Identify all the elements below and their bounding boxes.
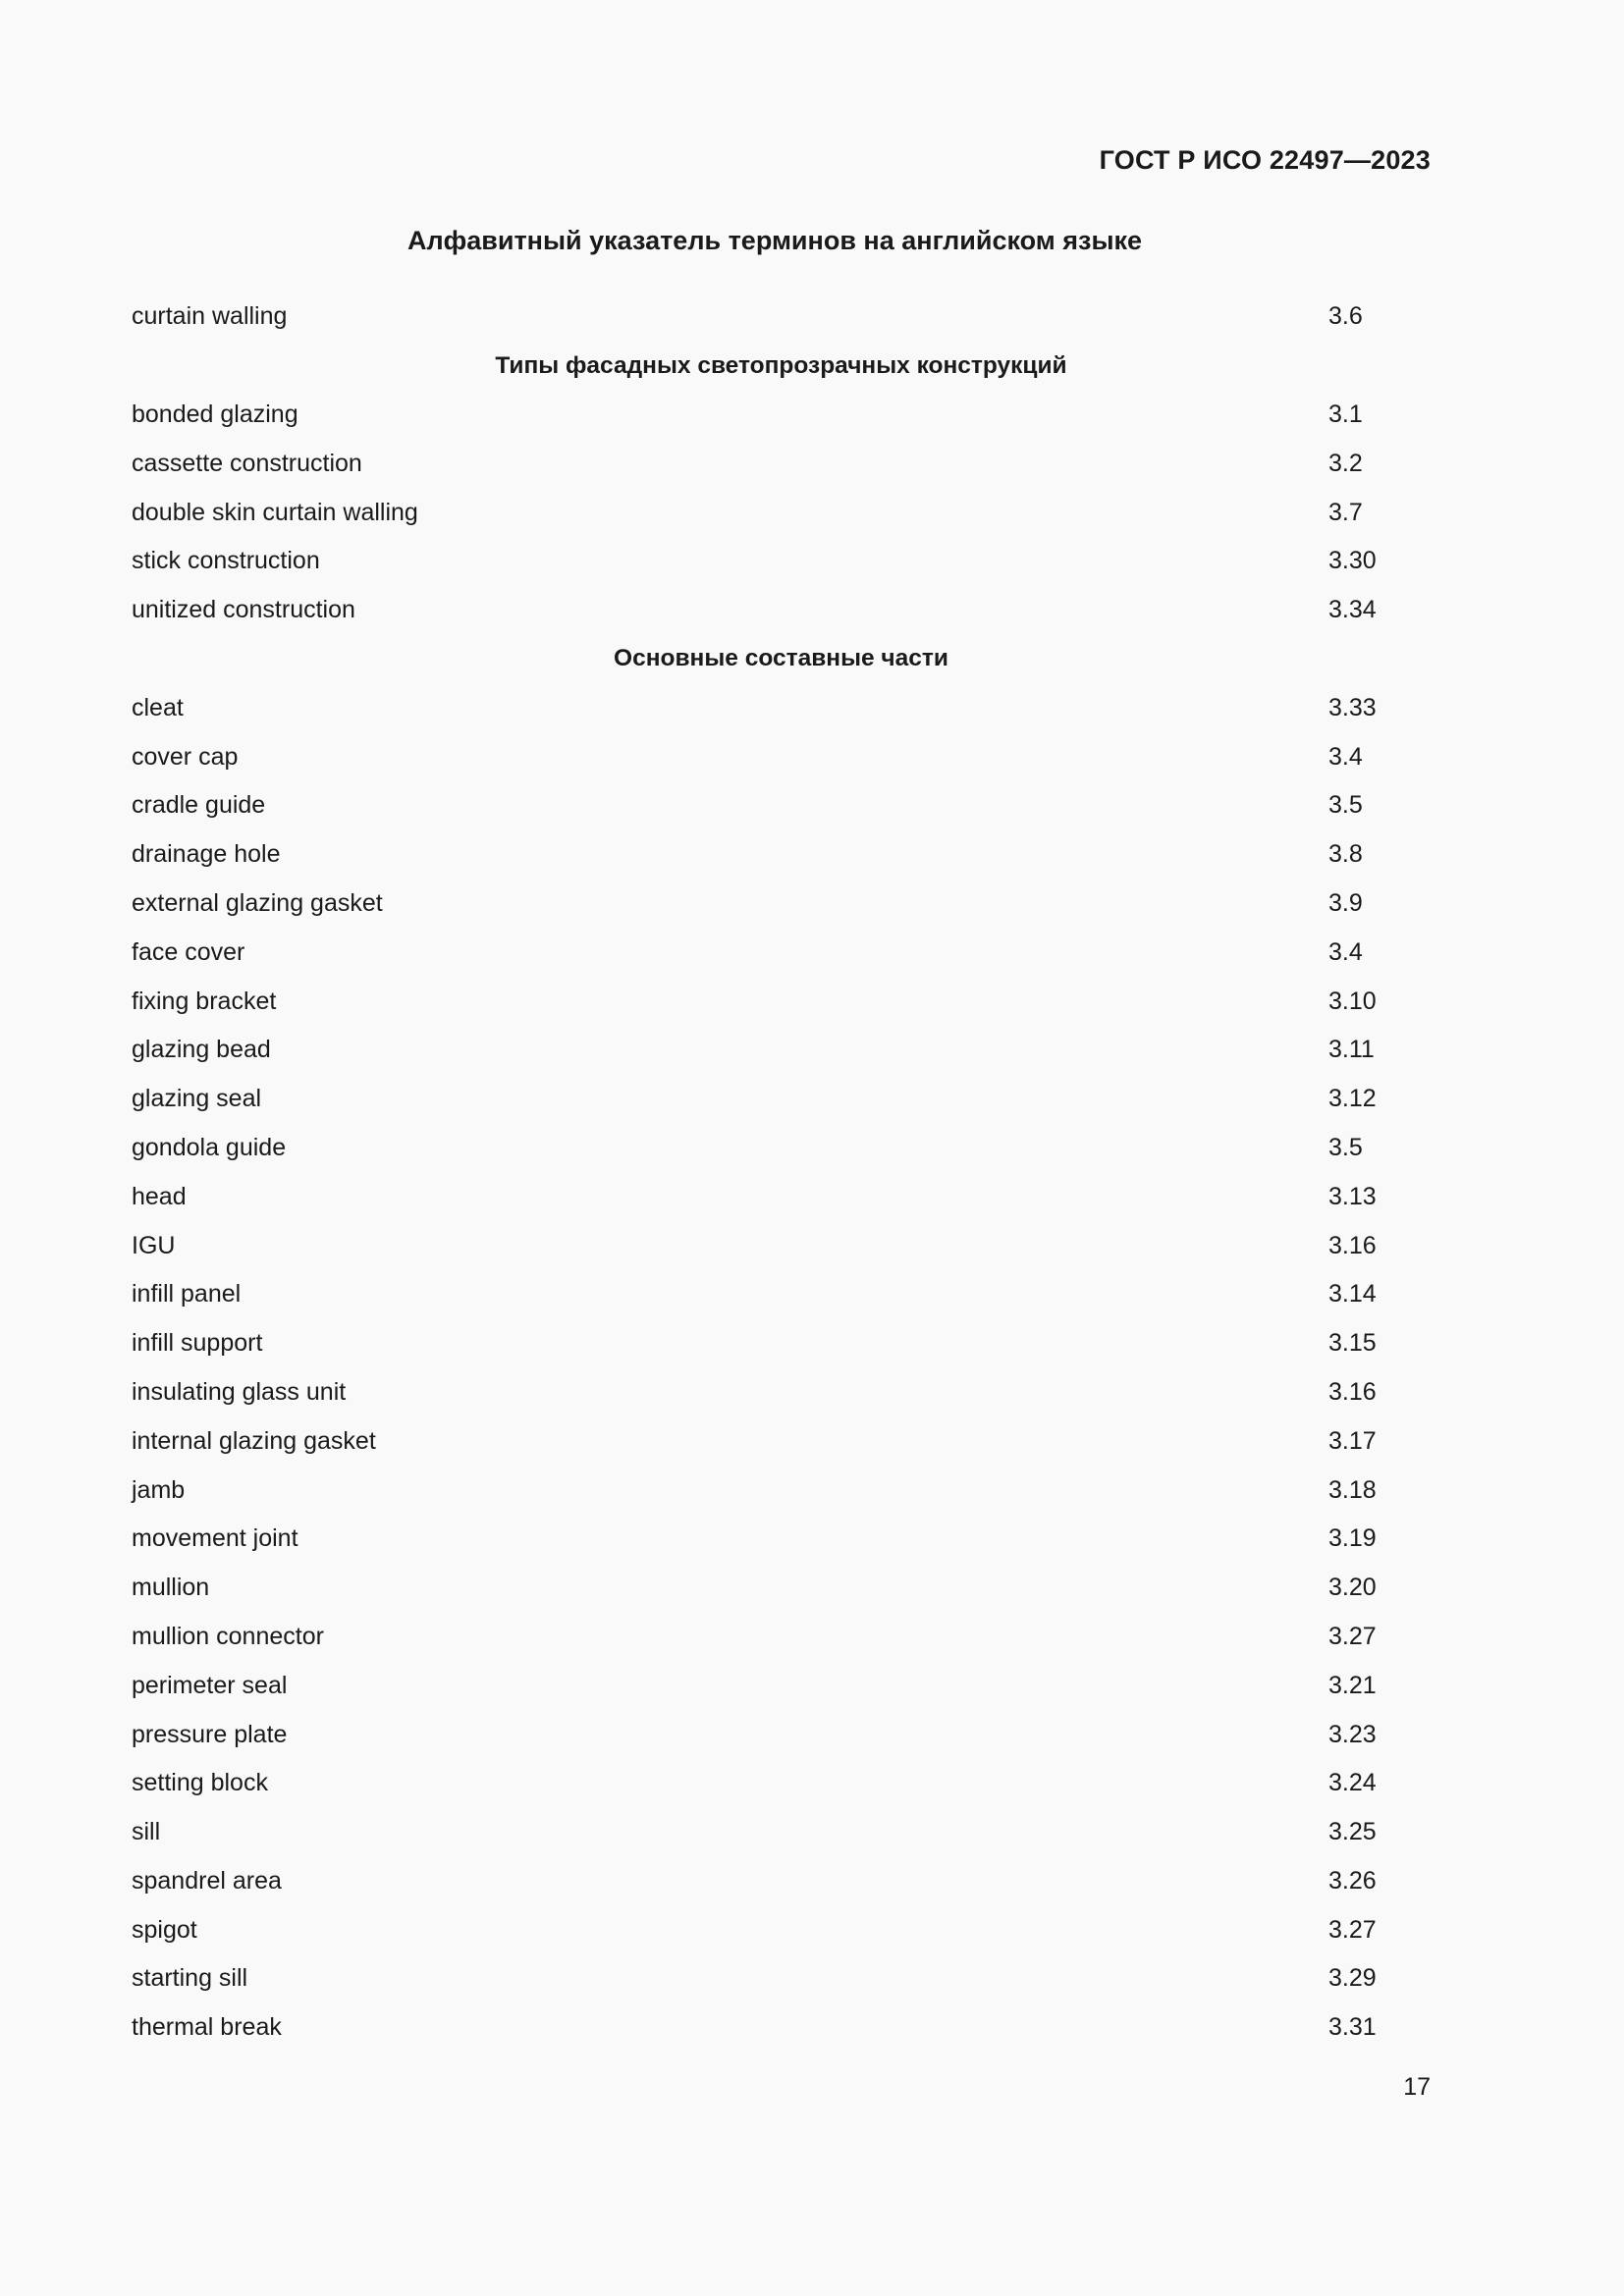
term-reference: 3.27	[1328, 1622, 1377, 1650]
term-text: insulating glass unit	[132, 1377, 347, 1406]
term-reference: 3.19	[1328, 1524, 1377, 1553]
term-text: mullion connector	[132, 1622, 324, 1650]
index-entry	[132, 977, 1431, 1026]
index-entry	[132, 1710, 1431, 1759]
term-reference: 3.24	[1328, 1769, 1377, 1797]
index-entry	[132, 732, 1431, 781]
term-reference: 3.27	[1328, 1915, 1377, 1944]
term-text: stick construction	[132, 547, 320, 575]
term-text: cover cap	[132, 742, 239, 771]
term-reference: 3.17	[1328, 1426, 1377, 1455]
index-entry	[132, 1857, 1431, 1906]
section-heading: Типы фасадных светопрозрачных конструкций	[495, 351, 1067, 379]
term-reference: 3.20	[1328, 1574, 1377, 1602]
term-reference: 3.26	[1328, 1866, 1377, 1895]
term-text: curtain walling	[132, 302, 288, 331]
term-text: cleat	[132, 693, 184, 721]
term-text: fixing bracket	[132, 987, 277, 1015]
term-text: glazing seal	[132, 1085, 262, 1113]
index-entry	[132, 1368, 1431, 1417]
term-reference: 3.9	[1328, 888, 1363, 917]
index-entry	[132, 928, 1431, 977]
term-reference: 3.4	[1328, 937, 1363, 966]
index-entry	[132, 2003, 1431, 2053]
term-text: starting sill	[132, 1964, 248, 1993]
term-reference: 3.5	[1328, 791, 1363, 820]
term-text: IGU	[132, 1231, 176, 1259]
index-entry	[132, 1075, 1431, 1124]
index-entry	[132, 1172, 1431, 1221]
term-reference: 3.34	[1328, 596, 1377, 624]
index-entry	[132, 1759, 1431, 1808]
index-entry	[132, 880, 1431, 929]
index-entry	[132, 683, 1431, 732]
term-text: unitized construction	[132, 596, 355, 624]
term-reference: 3.8	[1328, 840, 1363, 869]
term-text: drainage hole	[132, 840, 281, 869]
index-entry	[132, 781, 1431, 830]
term-text: double skin curtain walling	[132, 498, 418, 526]
page-number: 17	[1403, 2073, 1431, 2101]
term-text: gondola guide	[132, 1133, 287, 1161]
index-entry	[132, 1613, 1431, 1662]
term-reference: 3.6	[1328, 302, 1363, 331]
term-text: glazing bead	[132, 1036, 271, 1064]
term-text: mullion	[132, 1574, 210, 1602]
term-reference: 3.29	[1328, 1964, 1377, 1993]
index-entry	[132, 1564, 1431, 1613]
index-entry	[132, 1515, 1431, 1564]
term-reference: 3.21	[1328, 1671, 1377, 1699]
index-entry	[132, 1905, 1431, 1954]
index-entry	[132, 1466, 1431, 1515]
index-entry	[132, 1124, 1431, 1173]
term-reference: 3.12	[1328, 1085, 1377, 1113]
term-text: movement joint	[132, 1524, 298, 1553]
term-text: jamb	[132, 1475, 186, 1504]
index-entry	[132, 1808, 1431, 1857]
term-reference: 3.30	[1328, 547, 1377, 575]
term-reference: 3.25	[1328, 1818, 1377, 1846]
index-title: Алфавитный указатель терминов на английском языке	[406, 226, 1143, 255]
term-reference: 3.23	[1328, 1720, 1377, 1748]
term-reference: 3.2	[1328, 449, 1363, 477]
term-text: cassette construction	[132, 449, 362, 477]
index-entry	[132, 1416, 1431, 1466]
term-reference: 3.7	[1328, 498, 1363, 526]
term-index-list	[132, 293, 1431, 2053]
term-reference: 3.10	[1328, 987, 1377, 1015]
term-text: head	[132, 1182, 187, 1210]
index-entry	[132, 1270, 1431, 1319]
term-reference: 3.14	[1328, 1280, 1377, 1308]
term-text: perimeter seal	[132, 1671, 288, 1699]
term-text: setting block	[132, 1769, 268, 1797]
term-text: external glazing gasket	[132, 888, 383, 917]
index-entry	[132, 1026, 1431, 1075]
term-text: thermal break	[132, 2013, 282, 2042]
term-text: pressure plate	[132, 1720, 288, 1748]
term-text: cradle guide	[132, 791, 266, 820]
term-text: spigot	[132, 1915, 197, 1944]
term-reference: 3.1	[1328, 400, 1363, 428]
index-entry	[132, 488, 1431, 537]
term-reference: 3.5	[1328, 1133, 1363, 1161]
term-text: sill	[132, 1818, 161, 1846]
term-text: internal glazing gasket	[132, 1426, 376, 1455]
index-entry	[132, 1319, 1431, 1368]
term-reference: 3.15	[1328, 1329, 1377, 1358]
index-entry	[132, 537, 1431, 586]
term-reference: 3.16	[1328, 1377, 1377, 1406]
term-reference: 3.11	[1328, 1036, 1375, 1064]
index-entry	[132, 293, 1431, 342]
term-reference: 3.18	[1328, 1475, 1377, 1504]
index-entry	[132, 586, 1431, 635]
term-reference: 3.16	[1328, 1231, 1377, 1259]
index-entry	[132, 1954, 1431, 2003]
term-text: face cover	[132, 937, 245, 966]
term-reference: 3.33	[1328, 693, 1377, 721]
term-reference: 3.31	[1328, 2013, 1377, 2042]
term-reference: 3.4	[1328, 742, 1363, 771]
term-reference: 3.13	[1328, 1182, 1377, 1210]
term-text: infill support	[132, 1329, 263, 1358]
index-entry	[132, 830, 1431, 880]
index-entry	[132, 439, 1431, 488]
index-entry	[132, 391, 1431, 440]
document-code: ГОСТ Р ИСО 22497—2023	[1099, 145, 1431, 175]
index-entry	[132, 1661, 1431, 1710]
index-entry	[132, 1221, 1431, 1270]
term-text: bonded glazing	[132, 400, 298, 428]
section-heading: Основные составные части	[614, 645, 948, 672]
term-text: infill panel	[132, 1280, 242, 1308]
term-text: spandrel area	[132, 1866, 282, 1895]
